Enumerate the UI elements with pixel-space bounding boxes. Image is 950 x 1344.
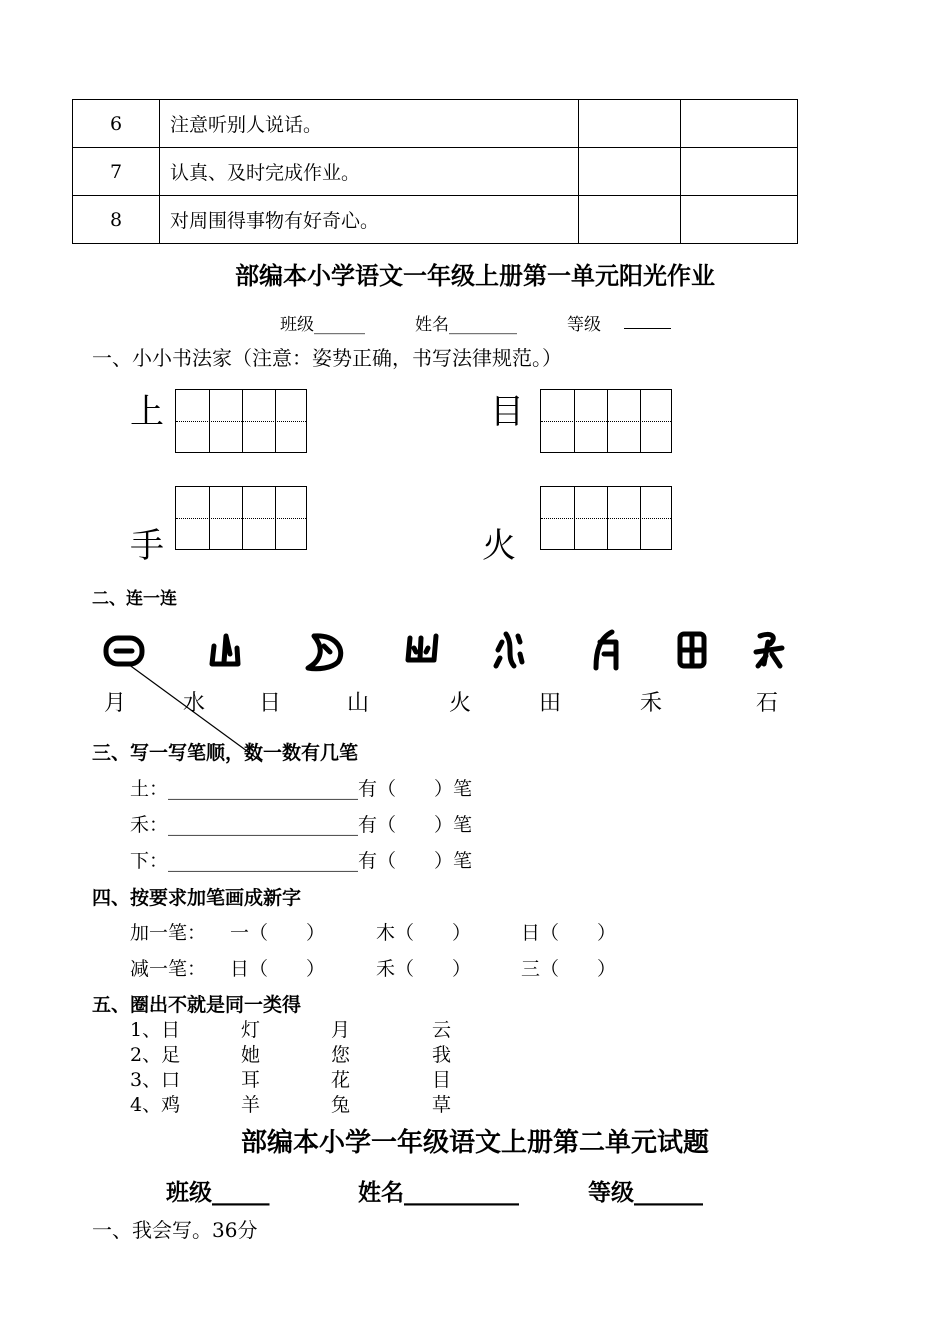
match-label[interactable]: 水 [183, 691, 206, 716]
stroke-char: 禾： [130, 814, 169, 836]
page-title-unit-2: 部编本小学一年级语文上册第二单元试题 [240, 1128, 709, 1158]
add-stroke-item[interactable]: 日（ ） [521, 922, 617, 944]
section-2-heading: 二、连一连 [92, 589, 177, 609]
grade-label: 等级 [567, 315, 601, 335]
stroke-blank[interactable]: ____________________ [168, 814, 359, 836]
match-label[interactable]: 日 [259, 691, 282, 716]
odd-one-item[interactable]: 耳 [241, 1069, 261, 1091]
table-row [73, 100, 798, 148]
stroke-row [130, 810, 472, 837]
remove-stroke-item[interactable]: 日（ ） [230, 958, 326, 980]
odd-one-item[interactable]: 4、鸡 [130, 1094, 181, 1116]
empty-cell [681, 196, 798, 244]
writing-grid[interactable] [540, 389, 672, 453]
section-3-heading: 三、写一写笔顺，数一数有几笔 [92, 742, 359, 764]
class-field: 班级_____ [166, 1179, 270, 1206]
empty-cell [579, 100, 681, 148]
remove-stroke-label: 减一笔： [130, 958, 207, 980]
pictograph-fire-icon [408, 636, 436, 660]
odd-one-item[interactable]: 云 [432, 1019, 452, 1041]
writing-grid[interactable] [175, 486, 307, 550]
row-text: 对周围得事物有好奇心。 [160, 196, 579, 244]
pictograph-stone-icon [756, 634, 782, 666]
pictograph-mountain-icon [212, 636, 238, 664]
section-4-heading: 四、按要求加笔画成新字 [92, 887, 302, 909]
writing-grid[interactable] [175, 389, 307, 453]
evaluation-table [72, 99, 798, 244]
odd-one-item[interactable]: 3、口 [130, 1069, 181, 1091]
stroke-count: 有（ ）笔 [358, 778, 473, 800]
odd-one-item[interactable]: 我 [432, 1044, 452, 1066]
odd-one-item[interactable]: 月 [331, 1019, 351, 1041]
odd-one-item[interactable]: 她 [241, 1044, 261, 1066]
odd-one-item[interactable]: 1、日 [130, 1019, 181, 1041]
empty-cell [579, 148, 681, 196]
add-stroke-item[interactable]: 一（ ） [230, 922, 326, 944]
empty-cell [681, 148, 798, 196]
table-row [73, 196, 798, 244]
section-write-heading: 一、我会写。36分 [92, 1218, 258, 1242]
practice-char: 手 [130, 526, 164, 566]
remove-stroke-item[interactable]: 禾（ ） [376, 958, 472, 980]
page-title-unit-1: 部编本小学语文一年级上册第一单元阳光作业 [235, 262, 715, 290]
odd-one-item[interactable]: 羊 [241, 1094, 261, 1116]
match-label[interactable]: 禾 [640, 691, 663, 716]
stroke-row [130, 774, 472, 801]
stroke-row [130, 846, 472, 873]
section-5-heading: 五、圈出不就是同一类得 [92, 994, 302, 1016]
name-field: 姓名________ [415, 315, 517, 335]
grade-blank-line [624, 328, 671, 329]
stroke-blank[interactable]: ____________________ [168, 778, 359, 800]
practice-char: 火 [482, 526, 516, 566]
match-label[interactable]: 田 [539, 691, 562, 716]
odd-one-item[interactable]: 2、足 [130, 1044, 181, 1066]
add-stroke-label: 加一笔： [130, 922, 207, 944]
class-field: 班级______ [280, 315, 365, 335]
pictograph-moon-icon [308, 636, 341, 669]
odd-one-item[interactable]: 兔 [331, 1094, 351, 1116]
name-field: 姓名__________ [358, 1179, 519, 1206]
odd-one-item[interactable]: 您 [331, 1044, 351, 1066]
odd-one-item[interactable]: 花 [331, 1069, 351, 1091]
add-stroke-item[interactable]: 木（ ） [376, 922, 472, 944]
practice-char: 上 [130, 392, 164, 432]
pictograph-sun-icon [106, 638, 142, 664]
row-number: 8 [73, 196, 160, 244]
empty-cell [681, 100, 798, 148]
stroke-blank[interactable]: ____________________ [168, 850, 359, 872]
row-text: 认真、及时完成作业。 [160, 148, 579, 196]
remove-stroke-item[interactable]: 三（ ） [521, 958, 617, 980]
odd-one-item[interactable]: 灯 [241, 1019, 261, 1041]
odd-one-item[interactable]: 目 [432, 1069, 452, 1091]
match-label[interactable]: 月 [104, 691, 127, 716]
pictograph-field-icon [680, 634, 704, 666]
row-text: 注意听别人说话。 [160, 100, 579, 148]
row-number: 6 [73, 100, 160, 148]
match-label[interactable]: 山 [347, 691, 370, 716]
stroke-count: 有（ ）笔 [358, 850, 473, 872]
odd-one-item[interactable]: 草 [432, 1094, 452, 1116]
stroke-char: 土： [130, 778, 169, 800]
row-number: 7 [73, 148, 160, 196]
grade-field: 等级______ [588, 1179, 703, 1206]
pictograph-water-icon [496, 634, 522, 666]
practice-char: 目 [490, 392, 524, 432]
stroke-count: 有（ ）笔 [358, 814, 473, 836]
section-1-heading: 一、小小书法家（注意：姿势正确，书写法律规范。） [92, 346, 562, 370]
stroke-char: 下： [130, 850, 169, 872]
empty-cell [579, 196, 681, 244]
match-label[interactable]: 石 [756, 691, 779, 716]
pictograph-grain-icon [596, 632, 616, 668]
match-label[interactable]: 火 [449, 691, 472, 716]
table-row [73, 148, 798, 196]
writing-grid[interactable] [540, 486, 672, 550]
